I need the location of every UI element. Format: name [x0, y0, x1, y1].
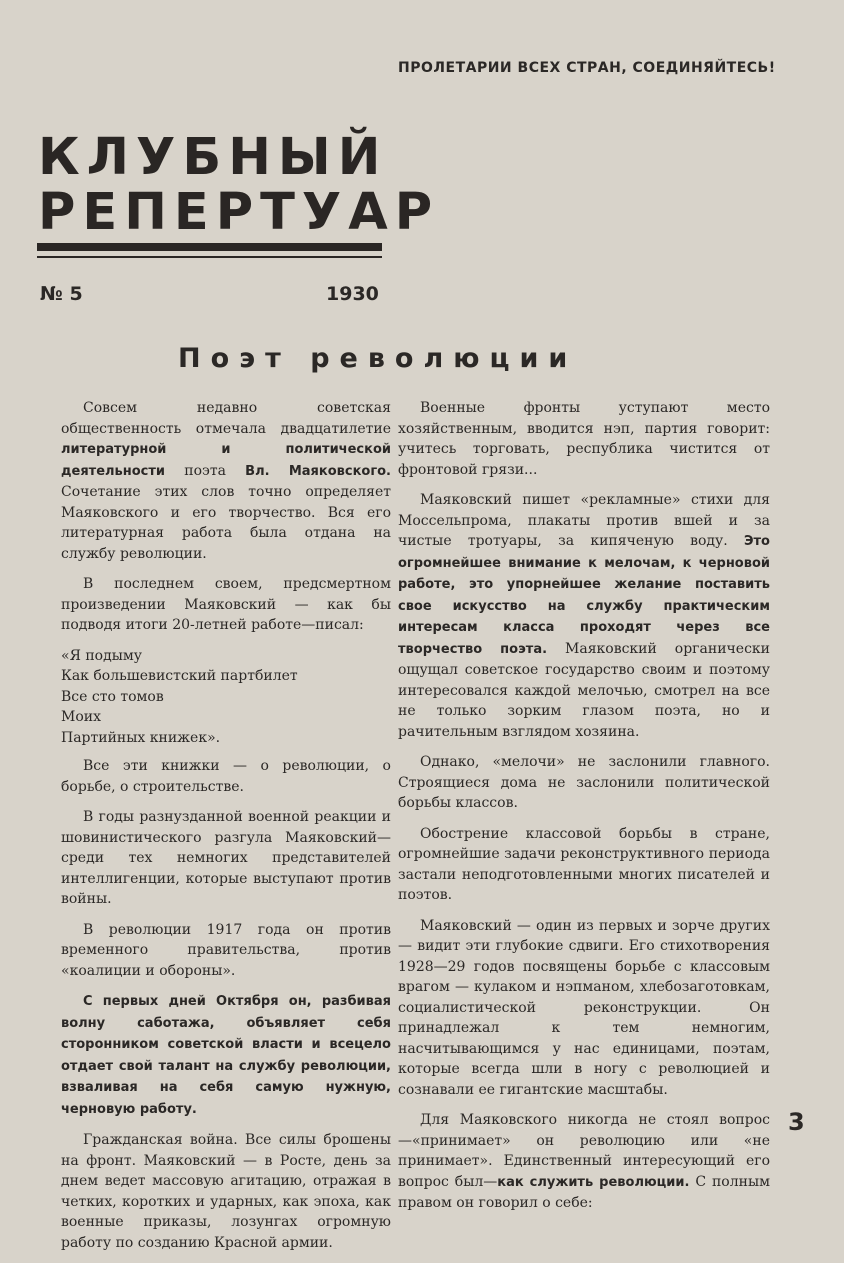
issue-year: 1930 — [326, 283, 379, 305]
masthead-line-2: РЕПЕРТУАР — [38, 183, 440, 242]
masthead-rule-thin — [37, 256, 382, 258]
paragraph: Обострение классовой борьбы в стране, огромнейшие задачи реконструктивного периода застали неподготовленными многих писателей и поэтов. — [398, 825, 770, 903]
poem-line: Все сто томов — [61, 688, 164, 705]
poem-quote — [61, 646, 391, 749]
paragraph: В революции 1917 года он против временного правительства, против «коалиции и обороны». — [61, 921, 391, 979]
article-title: Поэт революции — [178, 343, 578, 374]
paragraph: Для Маяковского никогда не стоял вопрос—«принимает» он революцию или «не принимает». Единственный интересующий его вопрос был—как служить революции. С полным правом он говорил о себе: — [398, 1112, 770, 1211]
paragraph: Совсем недавно советская общественность отмечала двадцатилетие литературной и политической деятельности поэта Вл. Маяковского. Сочетание этих слов точно определяет Маяковского и его творчество. Вся его литературная работа была отдана на службу революции. — [61, 400, 391, 562]
page-number: 3 — [788, 1108, 805, 1136]
poem-line: «Я подыму — [61, 647, 142, 664]
paragraph: Гражданская война. Все силы брошены на фронт. Маяковский — в Росте, день за днем ведет массовую агитацию, отражая в четких, коротких и ударных, как эпоха, как военные приказы, лозунгах огромную работу по созданию Красной армии. — [61, 1132, 391, 1251]
masthead-line-1: КЛУБНЫЙ — [38, 128, 388, 187]
paragraph: Однако, «мелочи» не заслонили главного. Строящиеся дома не заслонили политической борьбы классов. — [398, 754, 770, 811]
paragraph: Маяковский — один из первых и зорче других — видит эти глубокие сдвиги. Его стихотворения 1928—29 годов посвящены борьбе с классовым врагом — кулаком и нэпманом, хлебозаготовкам, социалистической реконструкции. Он принадлежал к тем немногим, насчитывающимся у нас единицами, поэтам, которые всегда шли в ногу с революцией и сознавали ее гигантские масштабы. — [398, 917, 770, 1098]
slogan: ПРОЛЕТАРИИ ВСЕХ СТРАН, СОЕДИНЯЙТЕСЬ! — [398, 60, 776, 76]
masthead-rule-thick — [37, 243, 382, 251]
issue-number: № 5 — [40, 283, 83, 305]
paragraph: В последнем своем, предсмертном произведении Маяковский — как бы подводя итоги 20-летней работе—писал: — [61, 576, 391, 633]
article-column-left — [61, 398, 391, 1263]
poem-line: Партийных книжек». — [61, 729, 221, 746]
paragraph-bold: С первых дней Октября он, разбивая волну саботажа, объявляет себя сторонником советской власти и всецело отдает свой талант на службу революции, взваливая на себя самую нужную, черновую работу. — [61, 994, 391, 1117]
paragraph: В годы разнузданной военной реакции и шовинистического разгула Маяковский—среди тех немногих представителей интеллигенции, которые выступают против войны. — [61, 809, 391, 907]
magazine-masthead — [38, 130, 439, 240]
paragraph: Военные фронты уступают место хозяйственным, вводится нэп, партия говорит: учитесь торговать, республика чистится от фронтовой грязи... — [398, 400, 770, 478]
paragraph: Все эти книжки — о революции, о борьбе, о строительстве. — [61, 758, 391, 795]
poem-line: Как большевистский партбилет — [61, 668, 298, 684]
paragraph: Маяковский пишет «рекламные» стихи для Моссельпрома, плакаты против вшей и за чистые тротуары, за кипяченую воду. Это огромнейшее внимание к мелочам, к черновой работе, это упорнейшее желание поставить свое искусство на службу практическим интересам класса проходят через все творчество поэта. Маяковский органически ощущал советское государство своим и поэтому интересовался каждой мелочью, смотрел на все не только зорким глазом поэта, но и рачительным взглядом хозяина. — [398, 492, 770, 740]
article-column-right — [398, 398, 770, 1224]
poem-line: Моих — [61, 709, 101, 725]
